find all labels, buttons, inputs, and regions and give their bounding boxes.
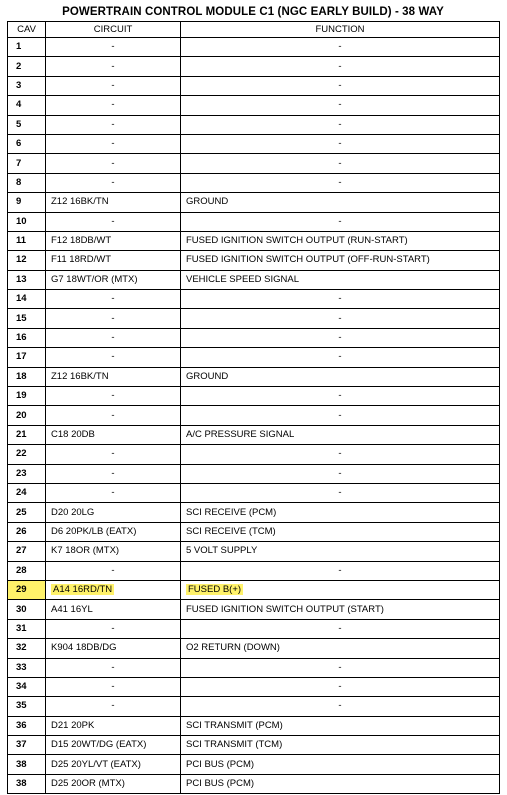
function-cell [181,328,500,347]
function-cell-text: - [338,448,342,460]
circuit-cell-text: - [111,351,115,363]
circuit-cell [46,483,181,502]
function-cell [181,736,500,755]
function-cell [181,580,500,599]
table-row [8,503,500,522]
function-cell [181,639,500,658]
table-row [8,76,500,95]
function-cell-text: - [338,390,342,402]
header-function: FUNCTION [181,22,500,38]
table-row [8,290,500,309]
table-row [8,464,500,483]
circuit-cell [46,658,181,677]
header-circuit: CIRCUIT [46,22,181,38]
function-cell-text: GROUND [186,196,229,208]
table-row [8,115,500,134]
circuit-cell-text: D20 20LG [51,506,95,518]
circuit-cell [46,387,181,406]
function-cell-text: - [338,99,342,111]
cav-cell [8,309,46,328]
table-row [8,619,500,638]
cav-cell-text: 26 [16,525,27,537]
cav-cell-text: 38 [16,758,27,770]
function-cell-text: SCI RECEIVE (TCM) [186,525,276,537]
circuit-cell-text: C18 20DB [51,429,95,440]
function-cell [181,503,500,522]
cav-cell [8,445,46,464]
circuit-cell [46,328,181,347]
circuit-cell [46,173,181,192]
circuit-cell [46,697,181,716]
function-cell [181,212,500,231]
table-row [8,38,500,57]
function-cell-text: FUSED IGNITION SWITCH OUTPUT (RUN-START) [186,235,408,247]
circuit-cell [46,716,181,735]
function-cell [181,677,500,696]
function-cell-text: SCI TRANSMIT (PCM) [186,719,283,731]
circuit-cell-text: - [111,448,115,460]
cav-cell [8,115,46,134]
cav-cell-text: 19 [16,390,27,402]
circuit-cell [46,154,181,173]
function-cell [181,134,500,153]
circuit-cell [46,619,181,638]
circuit-cell [46,309,181,328]
circuit-cell-text: Z12 16BK/TN [51,370,109,382]
function-cell-text: - [338,215,342,227]
cav-cell [8,270,46,289]
cav-cell [8,406,46,425]
cav-cell [8,736,46,755]
cav-cell-text: 29 [16,584,27,596]
cav-cell-text: 27 [16,545,27,557]
table-row [8,270,500,289]
function-cell [181,154,500,173]
function-cell [181,658,500,677]
function-cell [181,600,500,619]
cav-cell-text: 9 [16,196,22,208]
cav-cell-text: 28 [16,564,27,576]
function-cell-text: - [338,351,342,363]
function-cell [181,251,500,270]
function-cell [181,173,500,192]
circuit-cell [46,251,181,270]
cav-cell [8,387,46,406]
table-row [8,445,500,464]
function-cell-text: - [338,332,342,344]
table-row [8,134,500,153]
circuit-cell [46,580,181,599]
function-cell-text: PCI BUS (PCM) [186,778,255,790]
cav-cell [8,483,46,502]
function-cell-text: - [338,564,342,576]
cav-cell-text: 12 [16,254,27,266]
circuit-cell-text: - [111,118,115,130]
function-cell [181,309,500,328]
cav-cell [8,697,46,716]
table-row [8,677,500,696]
cav-cell-text: 23 [16,467,27,479]
function-cell [181,348,500,367]
circuit-cell [46,57,181,76]
circuit-cell [46,639,181,658]
cav-cell-text: 30 [16,603,27,615]
cav-cell [8,231,46,250]
circuit-cell-text: G7 18WT/OR (MTX) [51,273,138,285]
circuit-cell-text: - [111,99,115,111]
cav-cell [8,677,46,696]
circuit-cell [46,445,181,464]
cav-cell [8,57,46,76]
cav-cell [8,774,46,793]
circuit-cell [46,736,181,755]
function-cell [181,387,500,406]
function-cell [181,193,500,212]
function-cell-text: PCI BUS (PCM) [186,758,255,770]
circuit-cell-text: F12 18DB/WT [51,235,112,247]
table-row [8,716,500,735]
cav-cell-text: 17 [16,351,27,363]
function-cell [181,774,500,793]
circuit-cell [46,406,181,425]
cav-cell-text: 32 [16,642,27,654]
circuit-cell-text: - [111,700,115,712]
cav-cell-text: 37 [16,739,27,751]
cav-cell-text: 4 [16,99,22,111]
function-cell [181,542,500,561]
function-cell [181,425,500,444]
circuit-cell-text: D21 20PK [51,719,95,731]
table-row [8,328,500,347]
table-row [8,639,500,658]
table-row [8,96,500,115]
table-row [8,367,500,386]
circuit-cell [46,270,181,289]
function-cell [181,697,500,716]
circuit-cell-text: - [111,681,115,693]
table-row [8,173,500,192]
circuit-cell [46,290,181,309]
circuit-cell-text: K7 18OR (MTX) [51,545,120,557]
circuit-cell [46,677,181,696]
table-row [8,406,500,425]
function-cell [181,716,500,735]
circuit-cell [46,425,181,444]
function-cell-text: - [338,467,342,479]
function-cell-text: SCI TRANSMIT (TCM) [186,739,283,751]
cav-cell [8,212,46,231]
circuit-cell-text: D15 20WT/DG (EATX) [51,739,147,751]
circuit-cell-text: A41 16YL [51,603,93,615]
circuit-cell [46,115,181,134]
table-row [8,774,500,793]
function-cell-text: - [338,79,342,91]
cav-cell-text: 25 [16,506,27,518]
circuit-cell [46,774,181,793]
circuit-cell-text: - [111,312,115,324]
cav-cell [8,600,46,619]
table-header-row [8,22,500,38]
cav-cell [8,716,46,735]
cav-cell-text: 35 [16,700,27,712]
function-cell-text: - [338,118,342,130]
circuit-cell-text: D25 20YL/VT (EATX) [51,758,141,770]
circuit-cell-text: - [111,467,115,479]
function-cell [181,270,500,289]
cav-cell-text: 31 [16,622,27,634]
function-cell [181,561,500,580]
cav-cell-text: 16 [16,332,27,344]
cav-cell [8,154,46,173]
function-cell [181,38,500,57]
function-cell [181,96,500,115]
function-cell-text: - [338,176,342,188]
function-cell [181,57,500,76]
cav-cell [8,522,46,541]
cav-cell [8,619,46,638]
cav-cell-text: 2 [16,60,22,72]
function-cell-text: - [338,622,342,634]
table-row [8,193,500,212]
circuit-cell [46,76,181,95]
circuit-cell-text: F11 18RD/WT [51,254,112,266]
cav-cell [8,658,46,677]
cav-cell-text: 3 [16,79,22,91]
cav-cell [8,96,46,115]
function-cell [181,755,500,774]
cav-cell-text: 13 [16,273,27,285]
circuit-cell-text: - [111,60,115,72]
cav-cell-text: 11 [16,235,27,247]
function-cell [181,290,500,309]
circuit-cell [46,561,181,580]
table-row [8,658,500,677]
circuit-cell [46,600,181,619]
cav-cell [8,464,46,483]
table-row [8,483,500,502]
page-title: POWERTRAIN CONTROL MODULE C1 (NGC EARLY BUILD) - 38 WAY [62,6,444,18]
connector-pinout-sheet [7,4,499,794]
function-cell-text: FUSED IGNITION SWITCH OUTPUT (OFF-RUN-START) [186,254,430,266]
function-cell-text: - [338,157,342,169]
function-cell-text: A/C PRESSURE SIGNAL [186,429,295,440]
function-cell [181,76,500,95]
cav-cell [8,193,46,212]
function-cell [181,367,500,386]
circuit-cell [46,231,181,250]
function-cell-text: O2 RETURN (DOWN) [186,642,280,654]
table-row [8,736,500,755]
cav-cell [8,76,46,95]
cav-cell-text: 18 [16,370,27,382]
function-cell [181,522,500,541]
function-cell [181,464,500,483]
table-row [8,231,500,250]
cav-cell [8,561,46,580]
function-cell-text: GROUND [186,370,229,382]
circuit-cell-text: Z12 16BK/TN [51,196,109,208]
circuit-cell [46,193,181,212]
table-row [8,251,500,270]
cav-cell-text: 33 [16,661,27,673]
table-row [8,425,500,444]
function-cell-text: SCI RECEIVE (PCM) [186,506,277,518]
cav-cell-text: 8 [16,176,22,188]
function-cell-text: VEHICLE SPEED SIGNAL [186,273,299,285]
function-cell-text: 5 VOLT SUPPLY [186,545,258,557]
circuit-cell-text: A14 16RD/TN [53,584,113,596]
function-cell [181,115,500,134]
circuit-cell [46,755,181,774]
cav-cell [8,503,46,522]
circuit-cell-text: - [111,409,115,421]
circuit-cell [46,38,181,57]
cav-cell-text: 1 [16,41,22,53]
pinout-table [7,21,500,794]
cav-cell-text: 20 [16,409,27,421]
cav-cell [8,251,46,270]
cav-cell [8,639,46,658]
circuit-cell-text: D25 20OR (MTX) [51,778,125,790]
function-cell-text: - [338,293,342,305]
function-cell [181,483,500,502]
circuit-cell-text: - [111,138,115,150]
circuit-cell-text: - [111,157,115,169]
function-cell-text: - [338,409,342,421]
table-row [8,387,500,406]
cav-cell-text: 36 [16,719,27,731]
function-cell [181,619,500,638]
cav-cell [8,173,46,192]
circuit-cell-text: - [111,41,115,53]
cav-cell-text: 24 [16,487,27,499]
table-row [8,348,500,367]
function-cell-text: FUSED IGNITION SWITCH OUTPUT (START) [186,603,384,615]
circuit-cell-text: - [111,176,115,188]
circuit-cell [46,96,181,115]
cav-cell [8,755,46,774]
table-row [8,212,500,231]
cav-cell-text: 21 [16,429,27,440]
cav-cell-text: 38 [16,778,27,790]
function-cell-text: - [338,312,342,324]
cav-cell [8,367,46,386]
circuit-cell-text: - [111,215,115,227]
function-cell [181,231,500,250]
table-row [8,522,500,541]
function-cell-text: FUSED B(+) [188,584,242,596]
function-cell [181,445,500,464]
function-cell [181,406,500,425]
table-row [8,57,500,76]
cav-cell [8,290,46,309]
circuit-cell-text: - [111,293,115,305]
function-cell-text: - [338,138,342,150]
cav-cell [8,38,46,57]
circuit-cell-text: - [111,661,115,673]
circuit-cell-text: - [111,564,115,576]
circuit-cell [46,522,181,541]
table-row [8,600,500,619]
cav-cell-text: 10 [16,215,27,227]
circuit-cell [46,464,181,483]
circuit-cell-text: D6 20PK/LB (EATX) [51,525,137,537]
cav-cell [8,348,46,367]
circuit-cell-text: - [111,79,115,91]
circuit-cell [46,348,181,367]
function-cell-text: - [338,661,342,673]
circuit-cell [46,212,181,231]
function-cell-text: - [338,681,342,693]
function-cell-text: - [338,41,342,53]
table-row [8,154,500,173]
table-row [8,580,500,599]
circuit-cell-text: K904 18DB/DG [51,642,117,654]
circuit-cell-text: - [111,487,115,499]
cav-cell [8,542,46,561]
table-row [8,697,500,716]
cav-cell [8,425,46,444]
circuit-cell [46,367,181,386]
circuit-cell [46,542,181,561]
circuit-cell-text: - [111,390,115,402]
circuit-cell [46,503,181,522]
table-row [8,561,500,580]
cav-cell [8,134,46,153]
cav-cell [8,328,46,347]
cav-cell-text: 6 [16,138,22,150]
cav-cell-text: 34 [16,681,27,693]
function-cell-text: - [338,60,342,72]
cav-cell [8,580,46,599]
circuit-cell-text: - [111,332,115,344]
table-row [8,542,500,561]
table-row [8,309,500,328]
circuit-cell [46,134,181,153]
cav-cell-text: 22 [16,448,27,460]
table-row [8,755,500,774]
cav-cell-text: 7 [16,157,22,169]
cav-cell-text: 15 [16,312,27,324]
circuit-cell-text: - [111,622,115,634]
cav-cell-text: 5 [16,118,22,130]
header-cav: CAV [8,22,46,38]
function-cell-text: - [338,487,342,499]
function-cell-text: - [338,700,342,712]
cav-cell-text: 14 [16,293,27,305]
